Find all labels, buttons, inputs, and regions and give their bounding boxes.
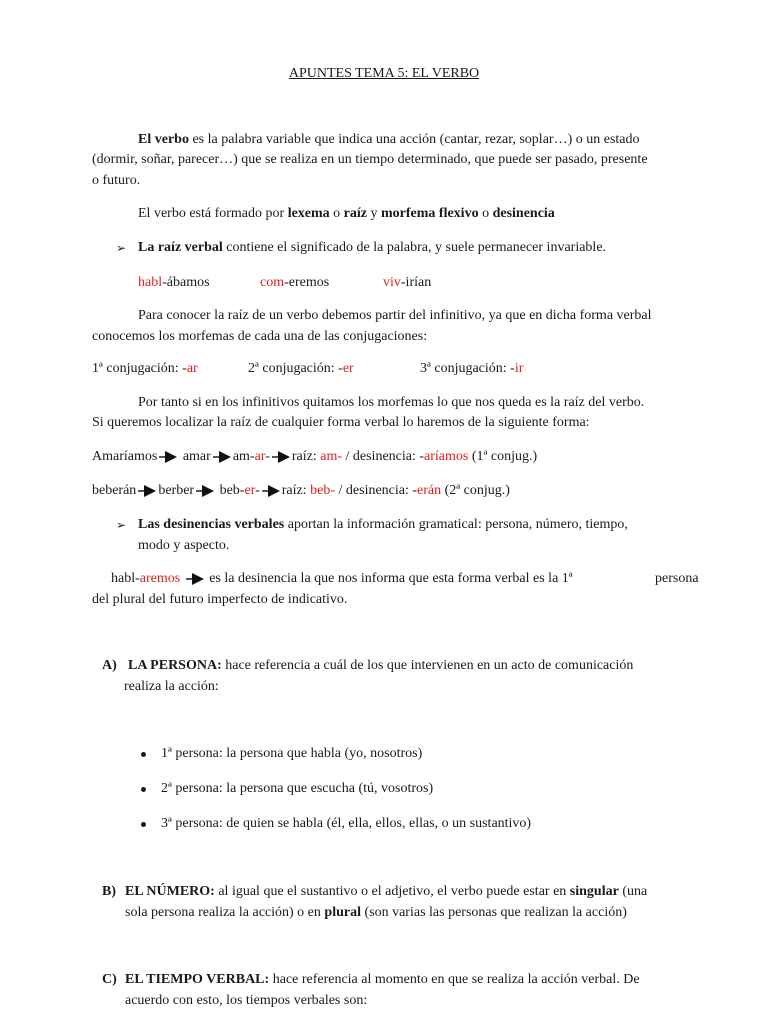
intro-term: El verbo: [138, 132, 189, 147]
desinencias-line-1: Las desinencias verbales aportan la información gramatical: persona, número, tiempo,: [138, 517, 628, 532]
section-b-letter: B): [102, 884, 116, 899]
para-conocer-line-1: Para conocer la raíz de un verbo debemos partir del infinitivo, ya que en dicha forma verbal: [138, 308, 652, 323]
arrow-bullet-icon: ➢: [116, 518, 127, 532]
example-viv: viv-irían: [383, 275, 432, 290]
page-title: APUNTES TEMA 5: EL VERBO: [288, 66, 480, 81]
example-habl: habl-ábamos: [138, 275, 210, 290]
hablaremos-line-2: del plural del futuro imperfecto de indicativo.: [92, 592, 348, 607]
example-com: com-eremos: [260, 275, 330, 290]
desinencias-line-2: modo y aspecto.: [138, 538, 230, 553]
arrow-bullet-icon: ➢: [116, 241, 127, 255]
section-c-line-2: acuerdo con esto, los tiempos verbales son:: [125, 993, 368, 1008]
bullet-dot-icon: [141, 822, 146, 827]
conjugacion-3: 3ª conjugación: -ir: [420, 361, 524, 376]
bullet-dot-icon: [141, 752, 146, 757]
para-conocer-line-2: conocemos los morfemas de cada una de las conjugaciones:: [92, 329, 428, 344]
example-amar: Amaríamos amar am-ar- raíz: am- / desinencia: -aríamos (1ª conjug.): [92, 449, 538, 464]
section-a-letter: A): [102, 658, 117, 673]
section-b-line-1: EL NÚMERO: al igual que el sustantivo o el adjetivo, el verbo puede estar en singular (una: [125, 884, 648, 899]
persona-item-1: 1ª persona: la persona que habla (yo, nosotros): [161, 746, 423, 761]
hablaremos-persona: persona: [655, 571, 699, 586]
arrow-right-icon: [262, 485, 280, 497]
por-tanto-line-2: Si queremos localizar la raíz de cualquier forma verbal lo haremos de la siguiente forma:: [92, 415, 590, 430]
section-a-line-2: realiza la acción:: [124, 679, 219, 694]
intro-line-2: (dormir, soñar, parecer…) que se realiza en un tiempo determinado, que puede ser pasado, presente: [92, 152, 648, 167]
conjugacion-1: 1ª conjugación: -ar: [92, 361, 198, 376]
example-beber: beberán berber beb-er- raíz: beb- / desinencia: -erán (2ª conjug.): [92, 483, 510, 498]
section-c-line-1: EL TIEMPO VERBAL: hace referencia al momento en que se realiza la acción verbal. De: [125, 972, 640, 987]
arrow-right-icon: [186, 573, 204, 585]
arrow-right-icon: [196, 485, 214, 497]
formado-line: El verbo está formado por lexema o raíz y morfema flexivo o desinencia: [138, 206, 555, 221]
raiz-verbal-line: La raíz verbal contiene el significado de la palabra, y suele permanecer invariable.: [138, 240, 607, 255]
persona-item-2: 2ª persona: la persona que escucha (tú, vosotros): [161, 781, 434, 796]
persona-item-3: 3ª persona: de quien se habla (él, ella, ellos, ellas, o un sustantivo): [161, 816, 532, 831]
intro-line-3: o futuro.: [92, 173, 141, 188]
bullet-dot-icon: [141, 787, 146, 792]
intro-line-1: El verbo es la palabra variable que indica una acción (cantar, rezar, soplar…) o un estado: [138, 132, 640, 147]
section-b-line-2: sola persona realiza la acción) o en plural (son varias las personas que realizan la acción): [125, 905, 627, 920]
arrow-right-icon: [138, 485, 156, 497]
hablaremos-line-1: habl-aremos es la desinencia la que nos informa que esta forma verbal es la 1ª: [111, 571, 573, 586]
arrow-right-icon: [213, 451, 231, 463]
por-tanto-line-1: Por tanto si en los infinitivos quitamos los morfemas lo que nos queda es la raíz del verbo.: [138, 395, 645, 410]
section-a-line-1: LA PERSONA: hace referencia a cuál de los que intervienen en un acto de comunicación: [128, 658, 634, 673]
arrow-right-icon: [159, 451, 177, 463]
section-c-letter: C): [102, 972, 117, 987]
conjugacion-2: 2ª conjugación: -er: [248, 361, 354, 376]
arrow-right-icon: [272, 451, 290, 463]
